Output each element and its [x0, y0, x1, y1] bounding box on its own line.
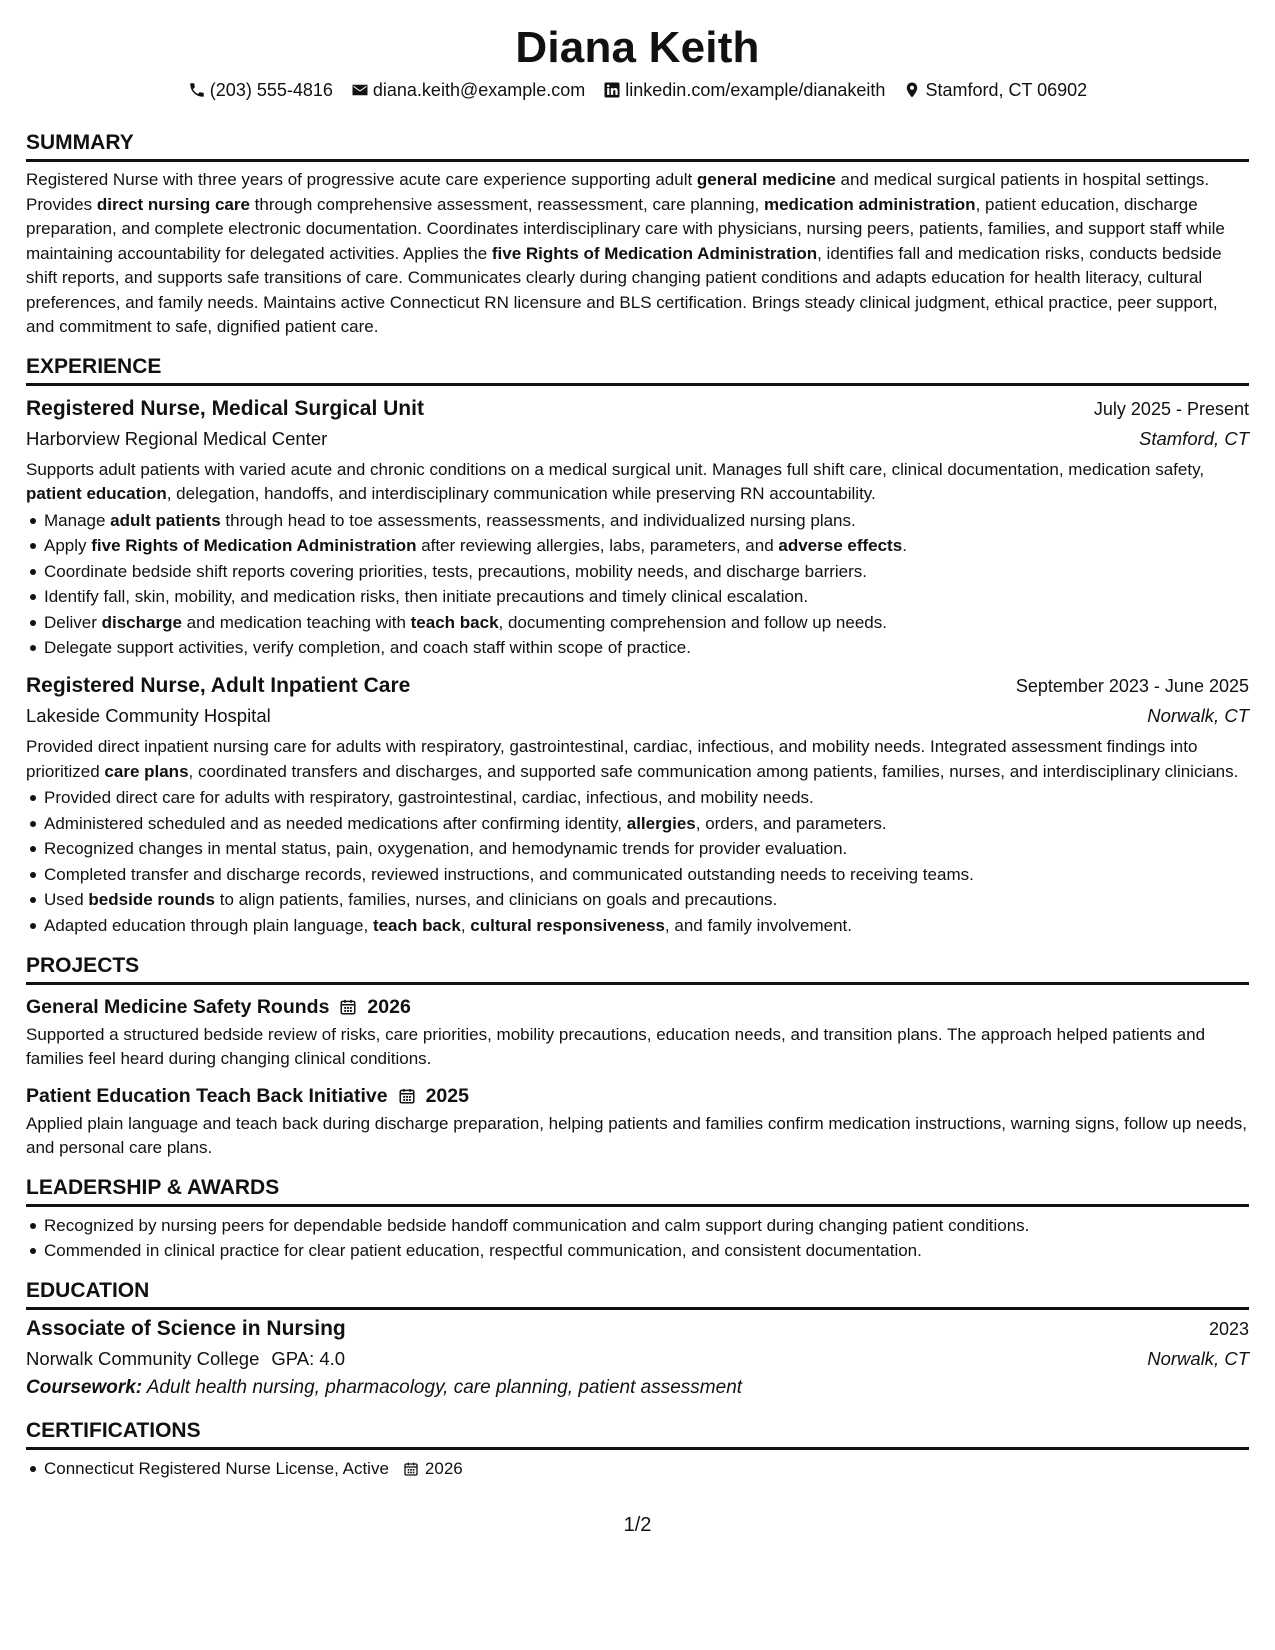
- contact-phone: [188, 78, 333, 102]
- list-item: Identify fall, skin, mobility, and medication risks, then initiate precautions and timely clinical escalation.: [26, 584, 1249, 610]
- contact-email[interactable]: [351, 78, 585, 102]
- project-year: 2026: [367, 995, 411, 1018]
- certifications-section: [26, 1418, 1249, 1482]
- project-entry: [26, 1082, 1249, 1161]
- linkedin-text: linkedin.com/example/dianakeith: [625, 80, 886, 100]
- list-item: Delegate support activities, verify completion, and coach staff within scope of practice.: [26, 635, 1249, 661]
- resume-page: [26, 22, 1249, 1481]
- phone-text: (203) 555-4816: [209, 80, 333, 100]
- gpa: GPA: 4.0: [271, 1347, 346, 1369]
- list-item: Manage adult patients through head to toe assessments, reassessments, and individualized nursing plans.: [26, 508, 1249, 534]
- section-heading: EXPERIENCE: [26, 354, 1249, 386]
- job-entry: [26, 394, 1249, 662]
- list-item: Adapted education through plain language, teach back, cultural responsiveness, and family involvement.: [26, 913, 1249, 939]
- calendar-icon: [398, 1087, 416, 1105]
- job-dates: September 2023 - June 2025: [1015, 676, 1249, 697]
- contact-bar: [26, 78, 1249, 102]
- job-dates: July 2025 - Present: [1093, 398, 1249, 419]
- contact-location: [903, 78, 1087, 102]
- list-item: Apply five Rights of Medication Administration after reviewing allergies, labs, parameters, and adverse effects.: [26, 533, 1249, 559]
- location-text: Stamford, CT 06902: [925, 80, 1088, 100]
- job-title: Registered Nurse, Medical Surgical Unit: [26, 396, 424, 420]
- project-year: 2025: [425, 1084, 469, 1107]
- list-item: Administered scheduled and as needed medications after confirming identity, allergies, orders, and parameters.: [26, 811, 1249, 837]
- coursework: Coursework: Adult health nursing, pharmacology, care planning, patient assessment: [26, 1376, 743, 1398]
- summary-text: Registered Nurse with three years of progressive acute care experience supporting adult general medicine and medical surgical patients in hospital settings. Provides direct nursing care through comprehensive assessment, reassessment, care planning, medication administration, patient education, discharge preparation, and complete electronic documentation. Coordinates interdisciplinary care with physicians, nursing peers, patients, families, and support staff while maintaining accountability for delegated activities. Applies the five Rights of Medication Administration, identifies fall and medication risks, conducts bedside shift reports, and supports safe transitions of care. Communicates clearly during changing patient conditions and adapts education for health literacy, cultural preferences, and family needs. Maintains active Connecticut RN licensure and BLS certification. Brings steady clinical judgment, ethical practice, peer support, and commitment to safe, dignified patient care.: [26, 170, 1225, 336]
- job-bullets: [26, 785, 1249, 939]
- job-title: Registered Nurse, Adult Inpatient Care: [26, 674, 411, 698]
- list-item: Commended in clinical practice for clear patient education, respectful communication, and consistent documentation.: [26, 1238, 1249, 1264]
- phone-icon: [188, 81, 206, 99]
- certification-year: 2026: [424, 1458, 463, 1478]
- education-section: [26, 1278, 1249, 1402]
- project-title: Patient Education Teach Back Initiative: [26, 1084, 388, 1107]
- project-description: Supported a structured bedside review of risks, care priorities, mobility precautions, education needs, and transition plans. The approach helped patients and families feel heard during changing clinical conditions.: [26, 1024, 1206, 1069]
- section-heading: LEADERSHIP & AWARDS: [26, 1175, 1249, 1207]
- job-location: Norwalk, CT: [1147, 705, 1249, 727]
- projects-section: [26, 953, 1249, 1161]
- project-description: Applied plain language and teach back during discharge preparation, helping patients and families confirm medication instructions, warning signs, follow up needs, and personal care plans.: [26, 1113, 1247, 1158]
- awards-list: [26, 1213, 1249, 1264]
- certifications-list: [26, 1456, 1249, 1482]
- job-bullets: [26, 508, 1249, 662]
- candidate-name: Diana Keith: [515, 23, 760, 72]
- list-item: [26, 1456, 1249, 1482]
- page-number: 1/2: [623, 1514, 652, 1536]
- list-item: Completed transfer and discharge records, reviewed instructions, and communicated outstanding needs to receiving teams.: [26, 862, 1249, 888]
- envelope-icon: [351, 81, 369, 99]
- list-item: Coordinate bedside shift reports covering priorities, tests, precautions, mobility needs, and discharge barriers.: [26, 559, 1249, 585]
- list-item: Provided direct care for adults with respiratory, gastrointestinal, cardiac, infectious, and mobility needs.: [26, 785, 1249, 811]
- certification-name: Connecticut Registered Nurse License, Active: [44, 1458, 389, 1478]
- graduation-year: 2023: [1208, 1318, 1249, 1339]
- job-employer: Lakeside Community Hospital: [26, 705, 271, 727]
- degree-title: Associate of Science in Nursing: [26, 1316, 346, 1340]
- job-description: Provided direct inpatient nursing care for adults with respiratory, gastrointestinal, cardiac, infectious, and mobility needs. Integrated assessment findings into prioritized care plans, coordinated transfers and discharges, and supported safe communication among patients, families, nurses, and interdisciplinary clinicians.: [26, 737, 1239, 781]
- list-item: Recognized by nursing peers for dependable bedside handoff communication and calm support during changing patient conditions.: [26, 1213, 1249, 1239]
- project-title: General Medicine Safety Rounds: [26, 995, 330, 1018]
- email-text: diana.keith@example.com: [372, 80, 586, 100]
- job-employer: Harborview Regional Medical Center: [26, 427, 328, 449]
- calendar-icon: [339, 998, 357, 1016]
- list-item: Used bedside rounds to align patients, families, nurses, and clinicians on goals and precautions.: [26, 887, 1249, 913]
- list-item: Deliver discharge and medication teaching with teach back, documenting comprehension and follow up needs.: [26, 610, 1249, 636]
- contact-linkedin[interactable]: [603, 78, 885, 102]
- map-pin-icon: [903, 81, 921, 99]
- job-location: Stamford, CT: [1139, 427, 1249, 449]
- school-location: Norwalk, CT: [1147, 1347, 1249, 1369]
- linkedin-icon: [603, 81, 621, 99]
- school-line: [26, 1344, 345, 1374]
- section-heading: PROJECTS: [26, 953, 1249, 985]
- leadership-section: [26, 1175, 1249, 1264]
- list-item: Recognized changes in mental status, pain, oxygenation, and hemodynamic trends for provider evaluation.: [26, 836, 1249, 862]
- summary-section: [26, 130, 1249, 340]
- section-heading: CERTIFICATIONS: [26, 1418, 1249, 1450]
- school-name: Norwalk Community College: [26, 1347, 260, 1369]
- calendar-icon: [403, 1461, 419, 1477]
- section-heading: EDUCATION: [26, 1278, 1249, 1310]
- job-description: Supports adult patients with varied acute and chronic conditions on a medical surgical unit. Manages full shift care, clinical documentation, medication safety, patient education, delegation, handoffs, and interdisciplinary communication while preserving RN accountability.: [26, 459, 1205, 503]
- job-entry: [26, 671, 1249, 939]
- experience-section: [26, 354, 1249, 939]
- section-heading: SUMMARY: [26, 130, 1249, 162]
- project-entry: [26, 993, 1249, 1072]
